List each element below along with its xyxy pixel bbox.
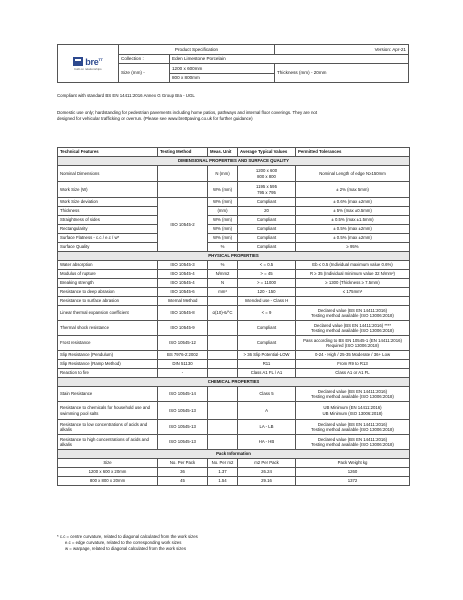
method-cell: ISO 10545-9 <box>158 321 208 336</box>
feature-cell: Surface Flatness - c.c / e.c / w* <box>58 234 158 243</box>
method-cell <box>158 182 208 198</box>
compliance-text: Compliant with standard BS EN 14411:2016 Annex G Group BIa - UGL <box>57 93 195 98</box>
unit-cell <box>208 336 238 351</box>
feature-cell: Resistance to low concentrations of acids and alkalis <box>58 420 158 435</box>
footnote: w = warpage, related to diagonal calculated from the work sizes <box>65 546 186 552</box>
feature-cell: Surface Quality <box>58 243 158 252</box>
value-cell: Compliant <box>238 336 296 351</box>
method-cell: ISO 10545-2 <box>158 198 208 252</box>
table-row <box>58 182 410 198</box>
tolerance-cell: ≥ 1300 (Thickness ≥ 7.5mm) <box>296 279 410 288</box>
unit-cell <box>208 387 238 402</box>
pack-column-header: No. Per m2 <box>208 459 238 468</box>
thickness-label: Thickness (mm) - 20mm <box>275 64 409 83</box>
table-row <box>58 297 410 306</box>
brett-logo: bre$^{TT}$ <box>60 57 116 66</box>
feature-cell: Straightness of sides <box>58 216 158 225</box>
value-cell: A <box>238 402 296 420</box>
unit-cell: % <box>208 261 238 270</box>
method-cell: ISO 10545-4 <box>158 270 208 279</box>
unit-cell: W% (mm) <box>208 225 238 234</box>
tolerance-cell: Eb ≤ 0.5 (Individual maximum value 0.6%) <box>296 261 410 270</box>
value-cell: Compliant <box>238 198 296 207</box>
feature-cell: Breaking strength <box>58 279 158 288</box>
unit-cell: W% (mm) <box>208 234 238 243</box>
unit-cell <box>208 420 238 435</box>
unit-cell <box>208 351 238 360</box>
value-cell: > = 45 <box>238 270 296 279</box>
pack-cell: 1372 <box>296 477 410 486</box>
unit-cell: N <box>208 279 238 288</box>
method-cell: ISO 10545-13 <box>158 435 208 450</box>
value-cell: < = 9 <box>238 306 296 321</box>
pack-header-row <box>58 459 410 468</box>
logo-tagline: built on relationships <box>74 66 102 71</box>
logo-cell <box>58 45 119 83</box>
tolerance-cell: From R9 to R13 <box>296 360 410 369</box>
feature-cell: Work Size (W) <box>58 182 158 198</box>
section-row <box>58 157 410 166</box>
value-cell: LA - LB <box>238 420 296 435</box>
value-cell: 20 <box>238 207 296 216</box>
tolerance-cell: Declared value (BS EN 14411:2016) Testing method available (ISO 13006:2018) <box>296 306 410 321</box>
feature-cell: Thermal shock resistance <box>58 321 158 336</box>
table-row <box>58 261 410 270</box>
footnote: * c.c = centre curvature, related to diagonal calculated from the work sizes <box>57 534 198 539</box>
value-cell: Class A1 FL / A1 <box>238 369 296 378</box>
feature-cell: Resistance to chemicals for household use and swimming pool salts <box>58 402 158 420</box>
table-row <box>58 402 410 420</box>
table-row <box>58 369 410 378</box>
unit-cell: mm³ <box>208 288 238 297</box>
value-cell: < = 0.5 <box>238 261 296 270</box>
value-cell: 120 - 150 <box>238 288 296 297</box>
unit-cell: W% (mm) <box>208 198 238 207</box>
method-cell: BS 7976-2:2002 <box>158 351 208 360</box>
tolerance-cell: ± 2% (max 5mm) <box>296 182 410 198</box>
pack-cell: 800 x 800 x 20mm <box>58 477 158 486</box>
table-row <box>58 225 410 234</box>
feature-cell: Resistance to deep abrasion <box>58 288 158 297</box>
section-title: DIMENSIONAL PROPERTIES AND SURFACE QUALITY <box>58 157 410 166</box>
table-row <box>58 306 410 321</box>
tolerance-cell: Class A1 or A1 FL <box>296 369 410 378</box>
method-cell: ISO 10545-12 <box>158 336 208 351</box>
usage-text <box>57 110 417 122</box>
table-row <box>58 435 410 450</box>
table-row <box>58 166 410 182</box>
column-header: Technical Features <box>58 148 158 157</box>
unit-cell: W% (mm) <box>208 216 238 225</box>
unit-cell: (mm) <box>208 207 238 216</box>
table-row <box>58 216 410 225</box>
value-cell: Intended use - Class H <box>238 297 296 306</box>
header-table <box>57 44 409 83</box>
tolerance-cell: ± 0.5% (max ±1.5mm) <box>296 216 410 225</box>
column-header: Average Typical Values <box>238 148 296 157</box>
feature-cell: Rectangularity <box>58 225 158 234</box>
column-header: Permitted Tolerances <box>296 148 410 157</box>
value-cell: Compliant <box>238 243 296 252</box>
feature-cell: Reaction to fire <box>58 369 158 378</box>
pack-column-header: Pack Weight kg <box>296 459 410 468</box>
pack-column-header: Size <box>58 459 158 468</box>
technical-table <box>57 147 410 486</box>
section-row <box>58 378 410 387</box>
unit-cell: N/mm2 <box>208 270 238 279</box>
value-cell: 1195 x 595 795 x 795 <box>238 182 296 198</box>
tolerance-cell: Nominal Length of edge N≥150mm <box>296 166 410 182</box>
table-row <box>58 270 410 279</box>
value-cell: Compliant <box>238 321 296 336</box>
pack-column-header: No. Per Pack <box>158 459 208 468</box>
table-row <box>58 243 410 252</box>
unit-cell <box>208 321 238 336</box>
section-title: Pack Information <box>58 450 410 459</box>
method-cell: ISO 10545-6 <box>158 288 208 297</box>
feature-cell: Resistance to surface abrasion <box>58 297 158 306</box>
tolerance-cell: Declared value (BS EN 14411:2016) Testing method available (ISO 13006:2018) <box>296 420 410 435</box>
pack-cell: 1.37 <box>208 468 238 477</box>
value-cell: R11 <box>238 360 296 369</box>
feature-cell: Slip Resistance (Pendulum) <box>58 351 158 360</box>
feature-cell: Linear thermal expansion coefficient <box>58 306 158 321</box>
tolerance-cell: ≤ 175mm³ <box>296 288 410 297</box>
section-row <box>58 252 410 261</box>
unit-cell: α(10)-6/°C <box>208 306 238 321</box>
unit-cell <box>208 297 238 306</box>
feature-cell: Work Size deviation <box>58 198 158 207</box>
method-cell: ISO 10545-3 <box>158 261 208 270</box>
value-cell: Compliant <box>238 225 296 234</box>
pack-column-header: m2 Per Pack <box>238 459 296 468</box>
feature-cell: Resistance to high concentrations of acids and alkalis <box>58 435 158 450</box>
tolerance-cell: Declared value (BS EN 14411:2016) Testing method available (ISO 13006:2018) <box>296 387 410 402</box>
table-row <box>58 321 410 336</box>
tolerance-cell: Declared value (BS EN 14411:2016) **** Testing method available (ISO 13006:2018) <box>296 321 410 336</box>
method-cell: ISO 10545-8 <box>158 306 208 321</box>
table-row <box>58 234 410 243</box>
table-row <box>58 288 410 297</box>
table-row <box>58 207 410 216</box>
pack-cell: 29.16 <box>238 477 296 486</box>
pack-cell: 45 <box>158 477 208 486</box>
value-cell: Compliant <box>238 234 296 243</box>
feature-cell: Thickness <box>58 207 158 216</box>
unit-cell <box>208 435 238 450</box>
feature-cell: Slip Resistance (Ramp Method) <box>58 360 158 369</box>
logo-mark-icon <box>73 57 83 66</box>
size-value-1: 1200 x 600mm <box>170 64 275 74</box>
method-cell: ISO 10545-4 <box>158 279 208 288</box>
usage-line: designed for vehicular trafficking or overrun. (Please see www.brettpaving.co.uk for further guidance) <box>57 116 253 122</box>
section-title: PHYSICAL PROPERTIES <box>58 252 410 261</box>
tolerance-cell: ± 0.5% (max ±2mm) <box>296 225 410 234</box>
pack-cell: 26.24 <box>238 468 296 477</box>
section-title: CHEMICAL PROPERTIES <box>58 378 410 387</box>
table-row <box>58 336 410 351</box>
version-label: Version: Apr-21 <box>275 45 409 55</box>
table-row <box>58 420 410 435</box>
product-spec-title: Product Specification <box>119 45 275 55</box>
section-row <box>58 450 410 459</box>
value-cell: 1200 x 600 800 x 800 <box>238 166 296 182</box>
size-value-2: 800 x 800mm <box>170 73 275 83</box>
collection-label: Collection : <box>119 54 170 64</box>
feature-cell: Stain Resistance <box>58 387 158 402</box>
pack-row <box>58 477 410 486</box>
unit-cell: W% (mm) <box>208 182 238 198</box>
method-cell: ISO 10545-14 <box>158 387 208 402</box>
footnote: e.c = edge curvature, related to the corresponding work sizes <box>65 540 182 546</box>
footnotes <box>57 534 417 552</box>
table-row <box>58 351 410 360</box>
pack-cell: 1.54 <box>208 477 238 486</box>
feature-cell: Frost resistance <box>58 336 158 351</box>
value-cell: > = 11000 <box>238 279 296 288</box>
table-row <box>58 279 410 288</box>
method-cell: ISO 10545-13 <box>158 420 208 435</box>
table-header-row <box>58 148 410 157</box>
value-cell: HA - HB <box>238 435 296 450</box>
tolerance-cell: R ≥ 35 (Individual minimum value 32 N/mm²) <box>296 270 410 279</box>
size-label: Size (mm) - <box>119 64 170 83</box>
method-cell: DIN 51130 <box>158 360 208 369</box>
collection-value: Eden Limestone Porcelain <box>170 54 409 64</box>
unit-cell: N (mm) <box>208 166 238 182</box>
table-row <box>58 360 410 369</box>
value-cell: > 36 Slip Potential-LOW <box>238 351 296 360</box>
unit-cell: % <box>208 243 238 252</box>
unit-cell <box>208 360 238 369</box>
pack-cell: 1260 <box>296 468 410 477</box>
tolerance-cell: Declared value (BS EN 14411:2016) Testing method available (ISO 13006:2018) <box>296 435 410 450</box>
tolerance-cell: ± 0.5% (max ±2mm) <box>296 234 410 243</box>
usage-line: Domestic use only; hardstanding for pedestrian pavements including home patios, pathways and internal floor coverings. They are not <box>57 110 318 115</box>
value-cell: Compliant <box>238 216 296 225</box>
method-cell: Internal Method <box>158 297 208 306</box>
value-cell: Class 5 <box>238 387 296 402</box>
method-cell <box>158 166 208 182</box>
unit-cell <box>208 402 238 420</box>
pack-row <box>58 468 410 477</box>
table-row <box>58 387 410 402</box>
unit-cell <box>208 369 238 378</box>
pack-cell: 36 <box>158 468 208 477</box>
tolerance-cell: Pass according to BS EN 10545-1 (EN 14411:2016) Required (ISO 13006:2018) <box>296 336 410 351</box>
method-cell: - <box>158 369 208 378</box>
tolerance-cell <box>296 297 410 306</box>
feature-cell: Nominal Dimensions <box>58 166 158 182</box>
tolerance-cell: ± 5% (max ±0.5mm) <box>296 207 410 216</box>
table-row <box>58 198 410 207</box>
column-header: Testing Method <box>158 148 208 157</box>
column-header: Meas. Unit <box>208 148 238 157</box>
tolerance-cell: ≥ 95% <box>296 243 410 252</box>
tolerance-cell: ± 0.6% (max ±2mm) <box>296 198 410 207</box>
tolerance-cell: UB Minimum (EN 14411:2016) UB Minimum (ISO 13006:2018) <box>296 402 410 420</box>
feature-cell: Water absorption <box>58 261 158 270</box>
feature-cell: Modulus of rupture <box>58 270 158 279</box>
pack-cell: 1200 x 600 x 20mm <box>58 468 158 477</box>
method-cell: ISO 10545-13 <box>158 402 208 420</box>
tolerance-cell: 0-24 - High / 25-35 Moderate / 36+ Low <box>296 351 410 360</box>
